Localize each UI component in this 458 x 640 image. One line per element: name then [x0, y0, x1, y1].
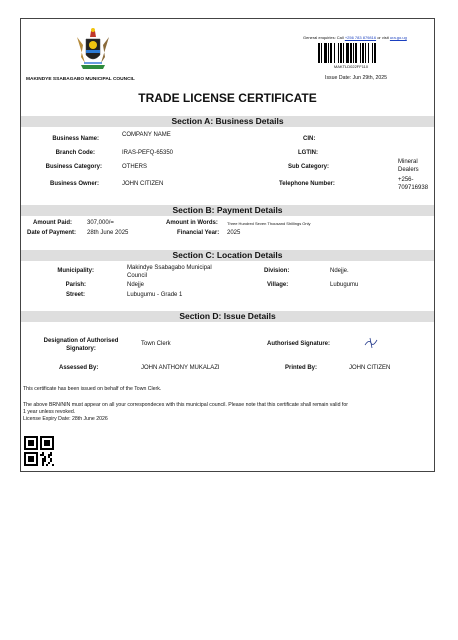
or-visit-text: or visit — [377, 35, 389, 40]
telephone-label: Telephone Number: — [279, 181, 335, 187]
branch-code-label: Branch Code: — [55, 150, 95, 156]
date-payment-label: Date of Payment: — [27, 230, 77, 236]
designation-label-line2: Signatory: — [66, 346, 96, 352]
assessed-by-value: JOHN ANTHONY MUKALAZI — [141, 365, 220, 371]
business-owner-value: JOHN CITIZEN — [122, 181, 164, 187]
signature-icon — [364, 337, 378, 349]
printed-by-value: JOHN CITIZEN — [349, 365, 391, 371]
sub-category-line2: Dealers — [398, 167, 419, 173]
date-payment-value: 28th June 2025 — [87, 230, 129, 236]
financial-year-value: 2025 — [227, 230, 241, 236]
section-b-heading: Section B: Payment Details — [21, 205, 434, 216]
financial-year-label: Financial Year: — [177, 230, 220, 236]
certificate-page — [20, 18, 435, 472]
business-category-label: Business Category: — [45, 164, 102, 170]
division-label: Division: — [264, 268, 290, 274]
parish-value: Ndejje — [127, 282, 145, 288]
cin-label: CIN: — [303, 136, 316, 142]
village-value: Lubugumu — [330, 282, 359, 288]
printed-by-label: Printed By: — [285, 365, 318, 371]
website-link[interactable]: ura.go.ug — [389, 35, 407, 40]
amount-paid-value: 307,000/= — [87, 220, 114, 226]
coat-of-arms-icon — [71, 27, 115, 71]
section-c-heading: Section C: Location Details — [21, 250, 434, 261]
lgtin-label: LGTIN: — [298, 150, 318, 156]
amount-paid-label: Amount Paid: — [33, 220, 72, 226]
business-name-label: Business Name: — [52, 136, 99, 142]
telephone-line1: +256- — [398, 177, 414, 183]
sub-category-line1: Mineral — [398, 159, 418, 165]
village-label: Village: — [267, 282, 289, 288]
parish-label: Parish: — [65, 282, 86, 288]
issue-date: Issue Date: Jun 29th, 2025 — [325, 75, 388, 81]
designation-value: Town Clerk — [141, 341, 171, 347]
business-category-value: OTHERS — [122, 164, 148, 170]
municipality-line1: Makindye Ssabagabo Municipal — [127, 265, 212, 271]
barcode-icon — [318, 43, 384, 63]
amount-words-value: Three Hundred Seven Thousand Shillings Only — [227, 221, 311, 226]
division-value: Ndejje. — [330, 268, 349, 274]
business-owner-label: Business Owner: — [49, 181, 99, 187]
footer-note-brn-line2: 1 year unless revoked. — [23, 409, 76, 415]
designation-label — [39, 337, 123, 353]
qr-code-icon — [24, 436, 54, 466]
section-d-heading: Section D: Issue Details — [21, 311, 434, 322]
designation-label-line1: Designation of Authorised — [43, 338, 119, 344]
enquiries-prefix: General enquiries: Call — [303, 35, 344, 40]
authorised-signature-label: Authorised Signature: — [267, 341, 331, 347]
business-name-value: COMPANY NAME — [122, 132, 171, 138]
assessed-by-label: Assessed By: — [59, 365, 99, 371]
municipality-line2: Council — [127, 273, 148, 279]
enquiries-line — [303, 35, 407, 40]
license-expiry-date: License Expiry Date: 28th June 2026 — [23, 416, 108, 422]
phone-link[interactable]: +256 783 879816 — [344, 35, 377, 40]
municipality-label: Municipality: — [57, 268, 94, 274]
council-name: MAKINDYE SSABAGABO MUNICIPAL COUNCIL — [26, 77, 135, 82]
certificate-title: TRADE LICENSE CERTIFICATE — [138, 91, 317, 105]
street-label: Street: — [65, 292, 85, 298]
amount-words-label: Amount in Words: — [166, 220, 218, 226]
footer-note-brn-line1: The above BRN/NIN must appear on all your correspondeces with this municipal council. Please note that this certificate shall remain valid for — [23, 402, 348, 408]
footer-note-issued: This certificate has been issued on behalf of the Town Clerk. — [23, 386, 162, 392]
sub-category-label: Sub Category: — [288, 164, 330, 170]
section-a-heading: Section A: Business Details — [21, 116, 434, 127]
street-value: Lubugumu - Grade 1 — [127, 292, 183, 298]
barcode-text: MAKTLD022FF110 — [333, 64, 369, 69]
telephone-line2: 709716938 — [398, 185, 429, 191]
branch-code-value: IRAS-PEFQ-65350 — [122, 150, 174, 156]
